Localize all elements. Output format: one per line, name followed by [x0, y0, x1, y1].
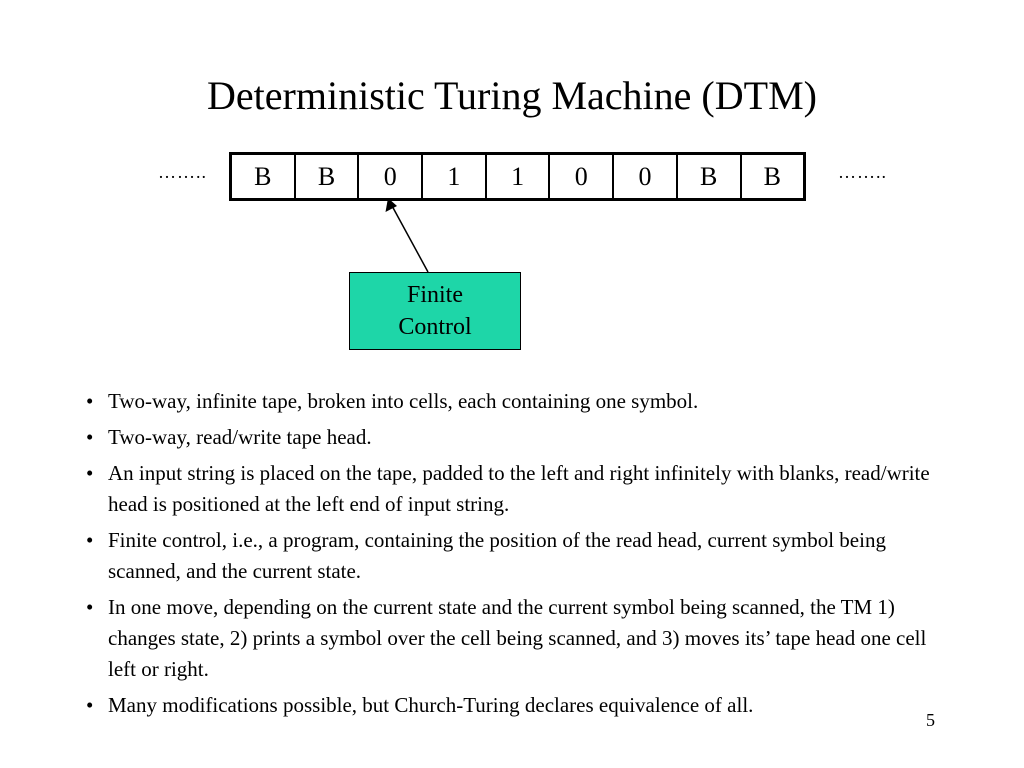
tape-cell: B: [763, 161, 782, 191]
tape-cell: 1: [423, 155, 487, 198]
tape-cell: B: [678, 155, 742, 198]
bullet-icon: •: [86, 389, 94, 413]
bullet-icon: •: [86, 528, 94, 552]
list-item: [84, 422, 934, 453]
tape-cell: 0: [550, 155, 614, 198]
page-number: 5: [926, 710, 935, 730]
bullet-icon: •: [86, 693, 94, 717]
bullet-text: Many modifications possible, but Church-Turing declares equivalence of all.: [108, 693, 754, 717]
list-item: [84, 458, 934, 520]
tape-cell: B: [232, 155, 296, 198]
bullet-text: An input string is placed on the tape, padded to the left and right infinitely with blanks, read/write head is positioned at the left end of input string.: [108, 461, 930, 516]
finite-control-box: [349, 272, 521, 350]
bullet-text: In one move, depending on the current state and the current symbol being scanned, the TM 1) changes state, 2) prints a symbol over the cell being scanned, and 3) moves its’ tape head one cell left or right.: [108, 595, 927, 681]
bullet-icon: •: [86, 595, 94, 619]
list-item: [84, 690, 934, 721]
bullet-icon: •: [86, 461, 94, 485]
finite-control-label-line1: Finite: [406, 282, 463, 308]
tape-cell: 0: [614, 155, 678, 198]
tape: [229, 152, 806, 201]
bullet-text: Two-way, read/write tape head.: [108, 425, 372, 449]
tape-cell: B: [296, 155, 360, 198]
bullet-text: Two-way, infinite tape, broken into cells, each containing one symbol.: [108, 389, 699, 413]
tape-cell: 1: [487, 155, 551, 198]
bullet-icon: •: [86, 425, 94, 449]
list-item: [84, 592, 934, 685]
tape-cell: 0: [359, 155, 423, 198]
list-item: [84, 386, 934, 417]
list-item: [84, 525, 934, 587]
bullet-list: [84, 386, 934, 726]
tape-left-ellipsis: ……..: [158, 162, 207, 182]
tape-right-ellipsis: ……..: [838, 162, 887, 182]
finite-control-label-line2: Control: [398, 314, 472, 340]
arrow-shaft: [391, 204, 428, 272]
slide-title: Deterministic Turing Machine (DTM): [207, 73, 817, 118]
bullet-text: Finite control, i.e., a program, containing the position of the read head, current symbol being scanned, and the current state.: [108, 528, 886, 583]
